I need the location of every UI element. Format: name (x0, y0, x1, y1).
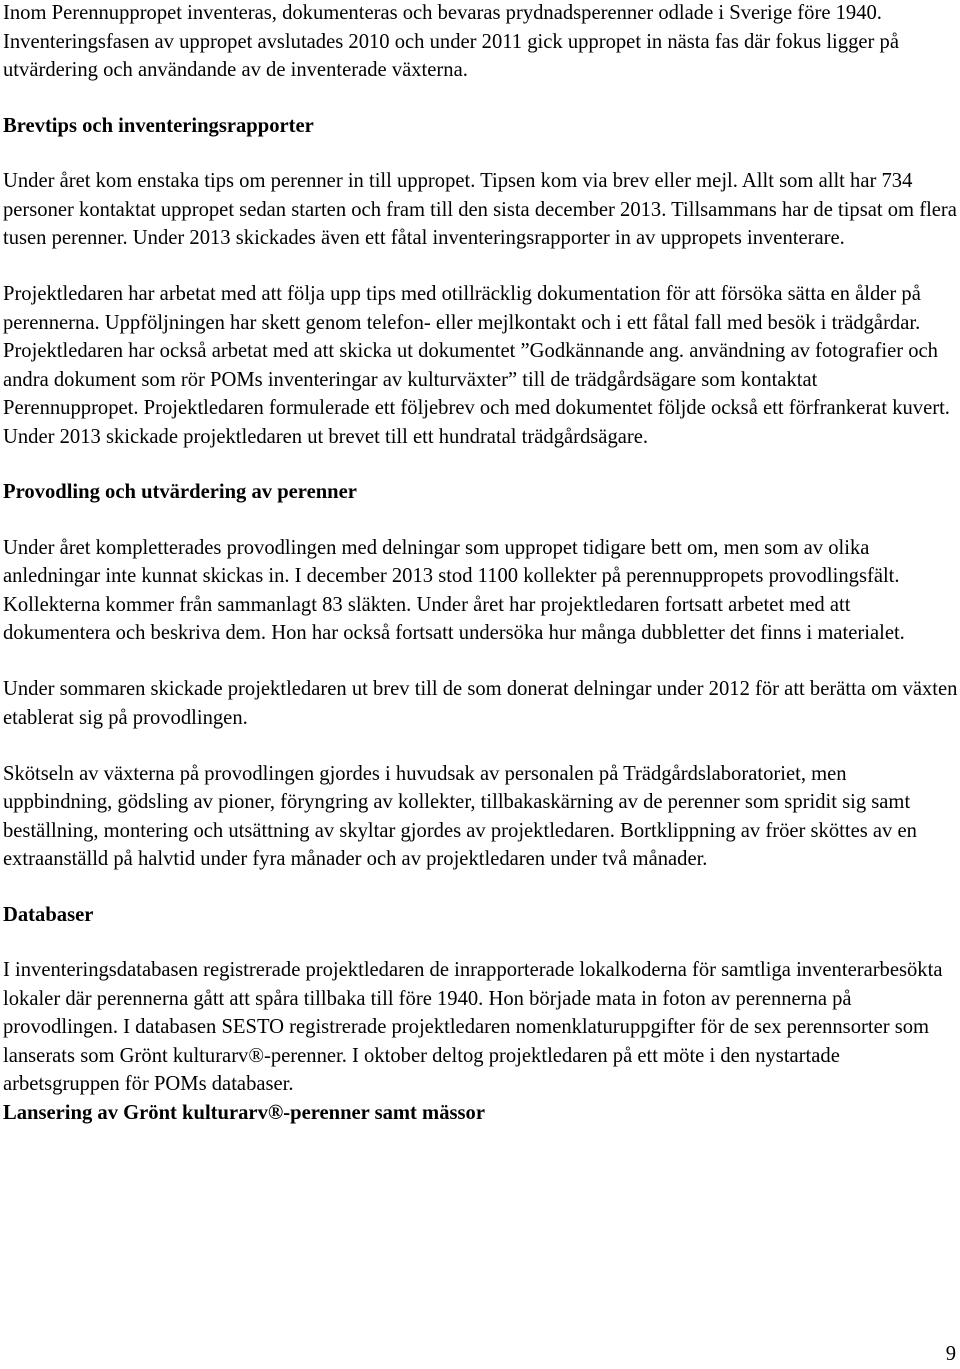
paragraph-brevtips-1: Under året kom enstaka tips om perenner in till uppropet. Tipsen kom via brev eller mejl. Allt som allt har 734 personer kontaktat uppropet sedan starten och fram till den sista december 2013. Tillsammans har de tipsat om flera tusen perenner. Under 2013 skickades även ett fåtal inventeringsrapporter in av uppropets inventerare. (3, 170, 957, 249)
paragraph-databaser-1: I inventeringsdatabasen registrerade projektledaren de inrapporterade lokalkoderna för samtliga inventerarbesökta lokaler där perennerna gått att spåra tillbaka till före 1940. Hon började mata in foton av perennerna på provodlingen. I databasen SESTO registrerade projektledaren nomenklaturuppgifter för de sex perennsorter som lanserats som Grönt kulturarv®-perenner. I oktober deltog projektledaren på ett möte i den nystartade arbetsgruppen för POMs databaser. (3, 959, 943, 1095)
heading-databaser: Databaser (3, 903, 94, 926)
heading-brevtips: Brevtips och inventeringsrapporter (3, 114, 314, 137)
paragraph-provodling-3: Skötseln av växterna på provodlingen gjordes i huvudsak av personalen på Trädgårdslaboratoriet, men uppbindning, gödsling av pioner, föryngring av kollekter, tillbakaskärning av de perenner som spridit sig samt beställning, montering och utsättning av skyltar gjordes av projektledaren. Bortklippning av fröer sköttes av en extraanställd på halvtid under fyra månader och av projektledaren under två månader. (3, 762, 917, 870)
document-page (3, 0, 958, 1127)
page-number: 9 (945, 1343, 956, 1365)
paragraph-provodling-1: Under året kompletterades provodlingen med delningar som uppropet tidigare bett om, men som av olika anledningar inte kunnat skickas in. I december 2013 stod 1100 kollekter på perennuppropets provodlingsfält. Kollekterna kommer från sammanlagt 83 släkten. Under året har projektledaren fortsatt arbetet med att dokumentera och beskriva dem. Hon har också fortsatt undersöka hur många dubbletter det finns i materialet. (3, 536, 905, 644)
paragraph-provodling-2: Under sommaren skickade projektledaren ut brev till de som donerat delningar under 2012 för att berätta om växten etablerat sig på provodlingen. (3, 678, 958, 729)
heading-provodling: Provodling och utvärdering av perenner (3, 481, 357, 503)
paragraph-brevtips-2: Projektledaren har arbetat med att följa upp tips med otillräcklig dokumentation för att försöka sätta en ålder på perennerna. Uppföljningen har skett genom telefon- eller mejlkontakt och i ett fåtal fall med besök i trädgårdar. Projektledaren har också arbetat med att skicka ut dokumentet ”Godkännande ang. användning av fotografier och andra dokument som rör POMs inventeringar av kulturväxter” till de trädgårdsägare som kontaktat Perennuppropet. Projektledaren formulerade ett följebrev och med dokumentet följde också ett förfrankerat kuvert. Under 2013 skickade projektledaren ut brevet till ett hundratal trädgårdsägare. (3, 283, 950, 448)
heading-lansering: Lansering av Grönt kulturarv®-perenner samt mässor (3, 1101, 485, 1124)
intro-paragraph: Inom Perennuppropet inventeras, dokumenteras och bevaras prydnadsperenner odlade i Sverige före 1940. Inventeringsfasen av uppropet avslutades 2010 och under 2011 gick uppropet in nästa fas där fokus ligger på utvärdering och användande av de inventerade växterna. (3, 2, 899, 81)
